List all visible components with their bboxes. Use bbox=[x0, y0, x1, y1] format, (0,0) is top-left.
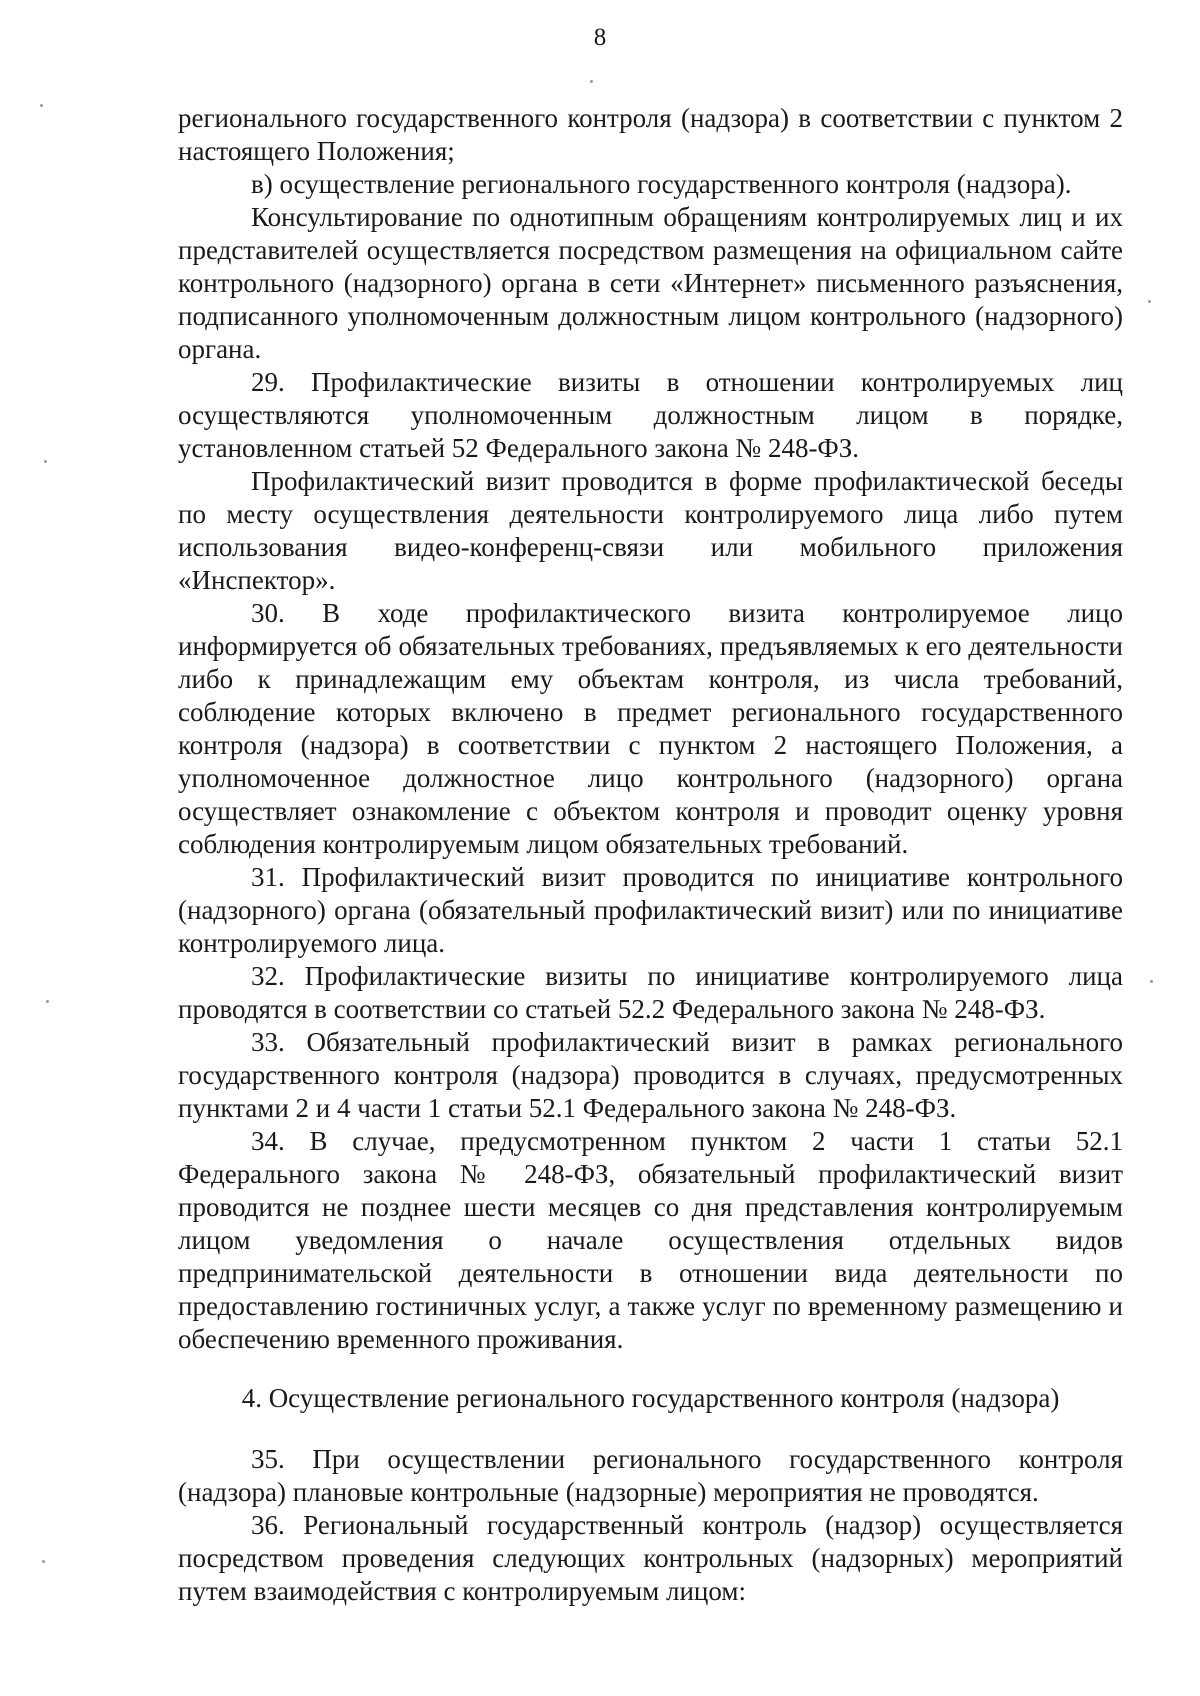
page-number: 8 bbox=[593, 24, 607, 51]
paragraph-continuation: регионального государственного контроля (надзора) в соответствии с пунктом 2 настоящего Положения; bbox=[178, 103, 1123, 166]
document-body bbox=[178, 102, 1123, 1608]
scan-speck bbox=[40, 104, 43, 107]
scan-speck bbox=[42, 1560, 45, 1563]
section-heading: 4. Осуществление регионального государственного контроля (надзора) bbox=[241, 1383, 1060, 1413]
paragraph-32: 32. Профилактические визиты по инициативе контролируемого лица проводятся в соответствии со статьей 52.2 Федерального закона № 248-ФЗ. bbox=[178, 961, 1123, 1024]
scan-speck bbox=[1150, 980, 1153, 983]
paragraph-36: 36. Региональный государственный контроль (надзор) осуществляется посредством проведения следующих контрольных (надзорных) мероприятий путем взаимодействия с контролируемым лицом: bbox=[178, 1510, 1123, 1606]
paragraph-34: 34. В случае, предусмотренном пунктом 2 части 1 статьи 52.1 Федерального закона № 248-ФЗ, обязательный профилактический визит проводится не позднее шести месяцев со дня представления контролируемым лицом уведомления о начале осуществления отдельных видов предпринимательской деятельности в отношении вида деятельности по предоставлению гостиничных услуг, а также услуг по временному размещению и обеспечению временного проживания. bbox=[178, 1126, 1123, 1354]
scan-speck bbox=[44, 460, 47, 463]
paragraph-subitem-v: в) осуществление регионального государственного контроля (надзора). bbox=[251, 169, 1072, 199]
paragraph-31: 31. Профилактический визит проводится по инициативе контрольного (надзорного) органа (обязательный профилактический визит) или по инициативе контролируемого лица. bbox=[178, 862, 1123, 958]
paragraph-35: 35. При осуществлении регионального государственного контроля (надзора) плановые контрольные (надзорные) мероприятия не проводятся. bbox=[178, 1444, 1123, 1507]
scan-speck bbox=[46, 1000, 49, 1003]
scan-speck bbox=[590, 80, 593, 83]
paragraph-29: 29. Профилактические визиты в отношении контролируемых лиц осуществляются уполномоченным должностным лицом в порядке, установленном статьей 52 Федерального закона № 248-ФЗ. bbox=[178, 367, 1123, 463]
scan-speck bbox=[1148, 300, 1151, 303]
paragraph-visit-form: Профилактический визит проводится в форме профилактической беседы по месту осуществления деятельности контролируемого лица либо путем использования видео-конференц-связи или мобильного приложения «Инспектор». bbox=[178, 466, 1123, 595]
paragraph-30: 30. В ходе профилактического визита контролируемое лицо информируется об обязательных требованиях, предъявляемых к его деятельности либо к принадлежащим ему объектам контроля, из числа требований, соблюдение которых включено в предмет регионального государственного контроля (надзора) в соответствии с пунктом 2 настоящего Положения, а уполномоченное должностное лицо контрольного (надзорного) органа осуществляет ознакомление с объектом контроля и проводит оценку уровня соблюдения контролируемым лицом обязательных требований. bbox=[178, 598, 1123, 859]
paragraph-33: 33. Обязательный профилактический визит в рамках регионального государственного контроля (надзора) проводится в случаях, предусмотренных пунктами 2 и 4 части 1 статьи 52.1 Федерального закона № 248-ФЗ. bbox=[178, 1027, 1123, 1123]
paragraph-consulting: Консультирование по однотипным обращениям контролируемых лиц и их представителей осуществляется посредством размещения на официальном сайте контрольного (надзорного) органа в сети «Интернет» письменного разъяснения, подписанного уполномоченным должностным лицом контрольного (надзорного) органа. bbox=[178, 202, 1123, 364]
